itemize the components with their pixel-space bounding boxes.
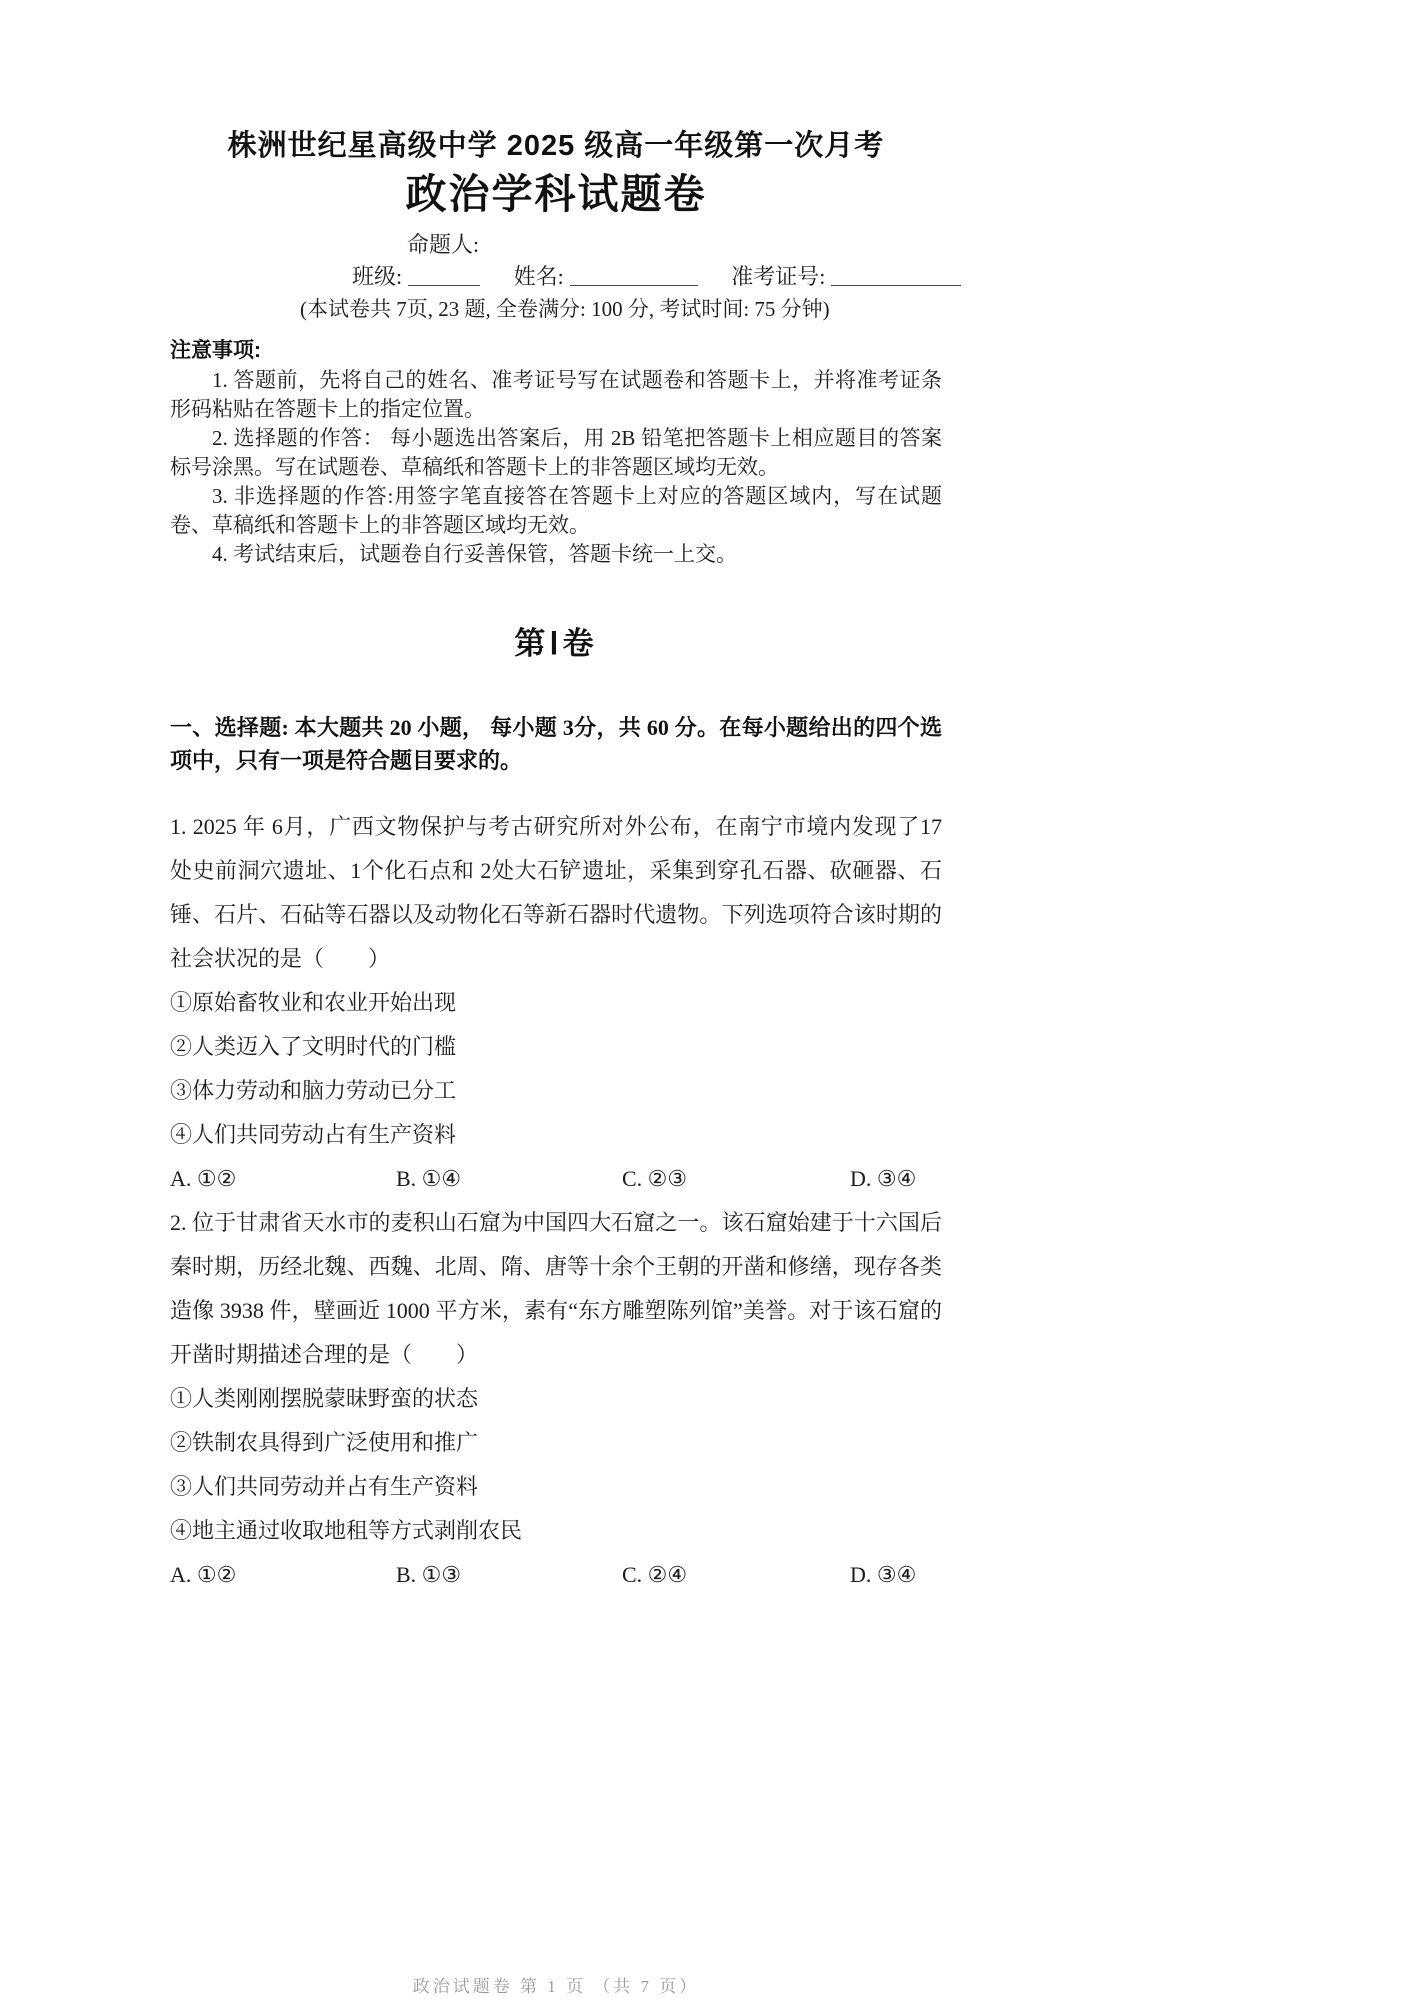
option-d: D. ③④ [850, 1166, 917, 1191]
option-a: A. ①② [170, 1166, 237, 1191]
question-item: ③体力劳动和脑力劳动已分工 [170, 1078, 457, 1103]
exam-no-group [731, 264, 961, 289]
question-item: ①人类刚刚摆脱蒙昧野蛮的状态 [170, 1386, 479, 1411]
option-c: C. ②④ [622, 1562, 688, 1587]
exam-no-label: 准考证号: [731, 264, 826, 289]
part1-title: 第Ⅰ卷 [514, 626, 598, 661]
question-item: ③人们共同劳动并占有生产资料 [170, 1474, 479, 1499]
option-d: D. ③④ [850, 1562, 917, 1587]
notice-title: 注意事项: [170, 339, 261, 362]
question-stem: 1. 2025 年 6月，广西文物保护与考古研究所对外公布，在南宁市境内发现了17 处史前洞穴遗址、1个化石点和 2处大石铲遗址，采集到穿孔石器、砍砸器、石锤、石片、石砧等石器以及动物化石等新石器时代遗物。下列选项符合该时期的社会状况的是（ ） [170, 814, 942, 971]
school-title: 株洲世纪星高级中学 2025 级高一年级第一次月考 [227, 130, 885, 162]
question-item: ②铁制农具得到广泛使用和推广 [170, 1430, 479, 1455]
name-group [514, 264, 698, 289]
notice-item: 3. 非选择题的作答:用签字笔直接答在答题卡上对应的答题区域内，写在试题卷、草稿纸和答题卡上的非答题区域均无效。 [170, 484, 942, 537]
question-2 [170, 1201, 942, 1597]
options-row [170, 1553, 942, 1597]
option-c: C. ②③ [622, 1166, 688, 1191]
notice-item: 2. 选择题的作答： 每小题选出答案后，用 2B 铅笔把答题卡上相应题目的答案标号涂黑。写在试题卷、草稿纸和答题卡上的非答题区域均无效。 [170, 426, 942, 479]
options-row [170, 1157, 942, 1201]
proposer-line [170, 230, 942, 260]
notice-section [170, 336, 942, 569]
exam-no-blank [831, 265, 961, 286]
class-blank [408, 265, 480, 286]
section1-intro: 一、选择题: 本大题共 20 小题， 每小题 3分，共 60 分。在每小题给出的四个选项中，只有一项是符合题目要求的。 [170, 715, 942, 773]
page-footer: 政治试题卷 第 1 页 （共 7 页） [412, 1977, 700, 1996]
name-label: 姓名: [513, 264, 564, 289]
name-blank [570, 265, 698, 286]
class-group [352, 264, 480, 289]
paper-info: (本试卷共 7页, 23 题, 全卷满分: 100 分, 考试时间: 75 分钟) [300, 297, 830, 321]
option-b: B. ①④ [396, 1166, 462, 1191]
student-info-row [170, 262, 942, 292]
question-1 [170, 805, 942, 1201]
option-b: B. ①③ [396, 1562, 462, 1587]
notice-item: 1. 答题前，先将自己的姓名、准考证号写在试题卷和答题卡上，并将准考证条形码粘贴在答题卡上的指定位置。 [170, 368, 942, 421]
exam-paper-page [170, 128, 942, 1597]
question-item: ④人们共同劳动占有生产资料 [170, 1122, 457, 1147]
option-a: A. ①② [170, 1562, 237, 1587]
proposer-label: 命题人: [407, 232, 480, 257]
notice-item: 4. 考试结束后，试题卷自行妥善保管，答题卡统一上交。 [212, 542, 737, 566]
question-item: ②人类迈入了文明时代的门槛 [170, 1034, 457, 1059]
question-stem: 2. 位于甘肃省天水市的麦积山石窟为中国四大石窟之一。该石窟始建于十六国后秦时期，历经北魏、西魏、北周、隋、唐等十余个王朝的开凿和修缮，现存各类造像 3938 件，壁画近 1000 平方米，素有“东方雕塑陈列馆”美誉。对于该石窟的开凿时期描述合理的是（ ） [170, 1210, 942, 1367]
question-item: ①原始畜牧业和农业开始出现 [170, 990, 457, 1015]
question-item: ④地主通过收取地租等方式剥削农民 [170, 1518, 523, 1543]
class-label: 班级: [352, 264, 403, 289]
paper-title: 政治学科试题卷 [405, 171, 707, 217]
